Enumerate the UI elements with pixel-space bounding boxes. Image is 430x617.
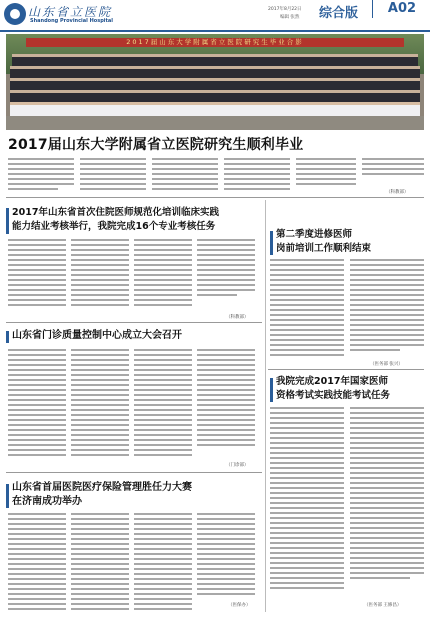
exam-headline-line1: 我院完成2017年国家医师 (276, 376, 388, 387)
outpatient-article-body (8, 348, 258, 466)
insurance-headline-line2: 在济南成功举办 (12, 496, 82, 507)
outpatient-byline: （门诊部） (226, 463, 249, 468)
training-text-lines (270, 258, 426, 366)
column-divider (265, 200, 266, 612)
insurance-headline-line1: 山东省首届医院医疗保险管理胜任力大赛 (12, 482, 192, 493)
headline-bar (270, 378, 273, 402)
main-headline: 2017届山东大学附属省立医院研究生顺利毕业 (8, 137, 304, 153)
section-divider (268, 369, 424, 370)
group-photo-image (6, 34, 424, 130)
hospital-logo-text: 山东省立医院 (28, 5, 113, 19)
issue-date: 2017年8月22日 (268, 7, 302, 12)
page-number: A02 (372, 0, 430, 18)
photo-banner: 2017届山东大学附属省立医院研究生毕业合影 (126, 38, 304, 46)
main-article-byline: （科教部） (386, 190, 409, 195)
hospital-seal-icon (4, 3, 26, 25)
headline-bar (6, 208, 9, 234)
editor-line: 编辑 张然 (280, 15, 300, 20)
residency-article-body (8, 238, 258, 316)
exam-headline-line2: 资格考试实践技能考试任务 (276, 390, 391, 401)
training-headline-line1: 第二季度进修医师 (276, 229, 353, 240)
residency-headline-line2: 能力结业考核举行，我院完成16个专业考核任务 (12, 221, 216, 232)
training-byline: （医务部 张兴） (370, 362, 403, 367)
residency-byline: （科教部） (226, 315, 249, 320)
section-divider (6, 322, 262, 323)
hospital-logo-en: Shandong Provincial Hospital (30, 18, 113, 24)
residency-headline-line1: 2017年山东省首次住院医师规范化培训临床实践 (12, 207, 219, 218)
training-article-body (270, 258, 426, 366)
insurance-text-lines (8, 512, 258, 612)
exam-byline: （医务部 王修昌） (364, 603, 402, 608)
headline-bar (270, 231, 273, 255)
headline-bar (6, 331, 9, 343)
insurance-article-body (8, 512, 258, 612)
main-article-body (8, 157, 424, 195)
section-divider (6, 472, 262, 473)
residency-text-lines (8, 238, 258, 316)
outpatient-headline: 山东省门诊质量控制中心成立大会召开 (12, 330, 182, 341)
headline-bar (6, 484, 9, 508)
main-article-text-lines (8, 157, 424, 195)
exam-text-lines (270, 406, 426, 598)
training-headline-line2: 岗前培训工作顺利结束 (276, 243, 372, 254)
section-divider (6, 197, 424, 198)
insurance-byline: （医保办） (228, 603, 251, 608)
outpatient-text-lines (8, 348, 258, 466)
section-name: 综合版 (319, 6, 359, 21)
graduation-group-photo (6, 34, 424, 130)
exam-article-body (270, 406, 426, 598)
